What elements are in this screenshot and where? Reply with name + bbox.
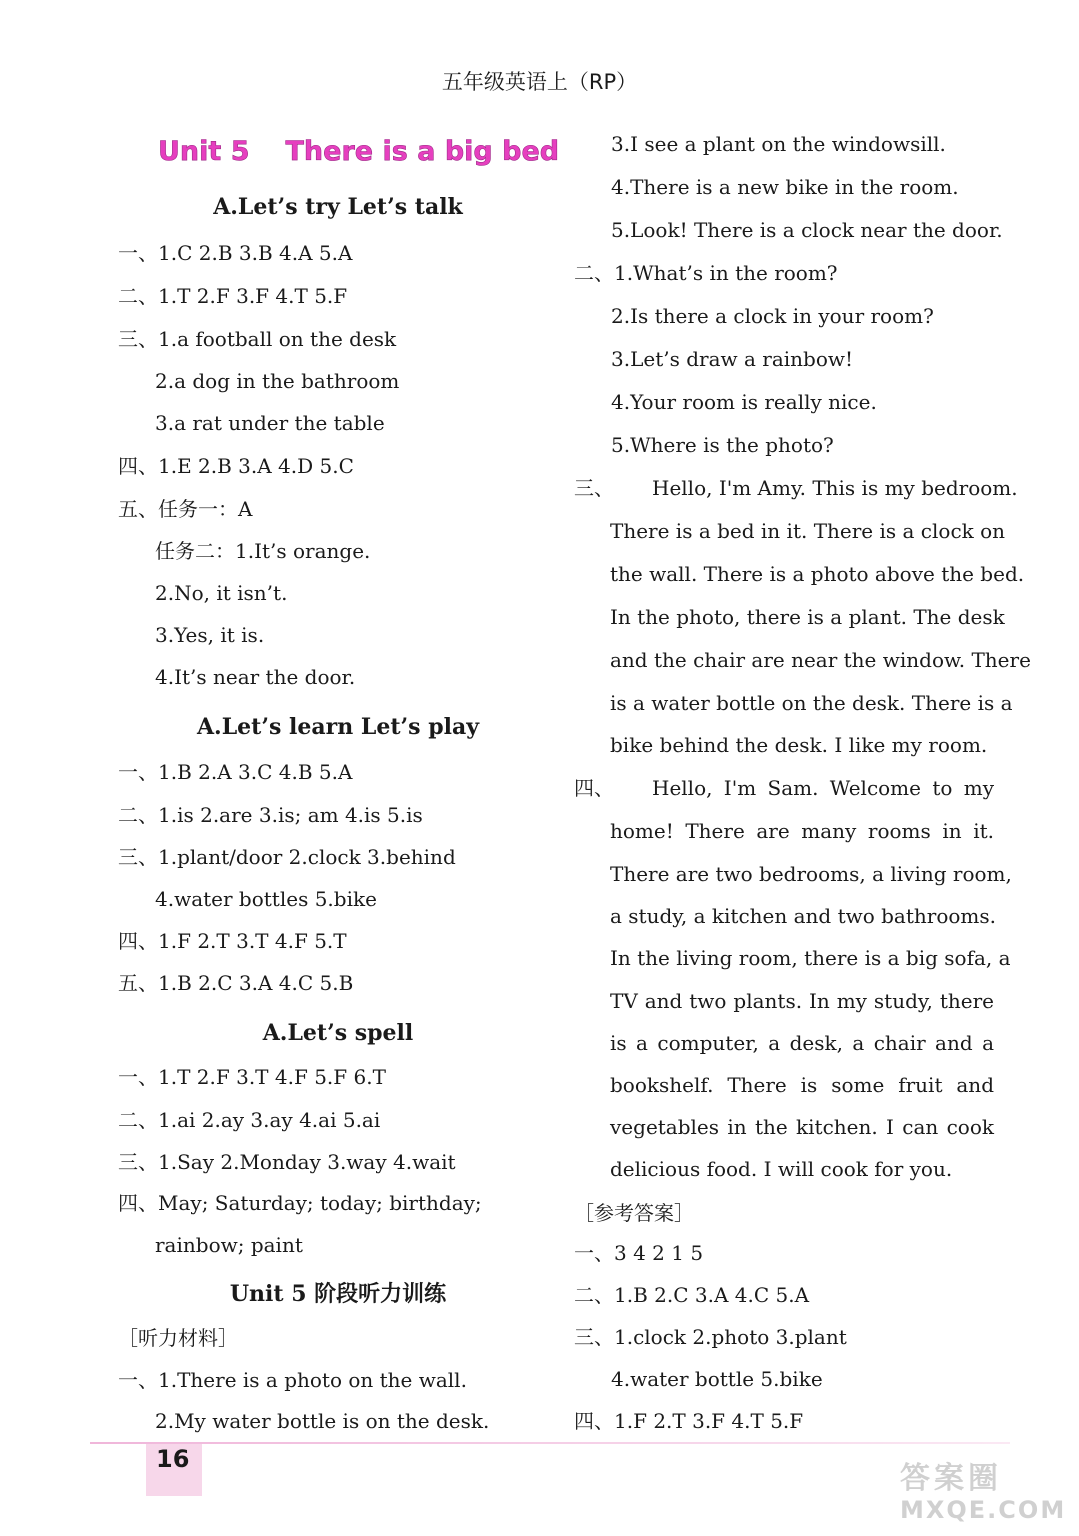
- passage-line: In the photo, there is a plant. The desk: [610, 605, 1005, 629]
- answer-line: 三、1.clock 2.photo 3.plant: [574, 1325, 847, 1349]
- passage-line: and the chair are near the window. There: [610, 648, 1031, 672]
- answer-line: 2.a dog in the bathroom: [155, 369, 400, 393]
- passage-line: bike behind the desk. I like my room.: [610, 733, 988, 757]
- answer-line: 三、1.plant/door 2.clock 3.behind: [118, 845, 456, 869]
- answer-line: 3.Yes, it is.: [155, 623, 265, 647]
- answer-line: 五、1.B 2.C 3.A 4.C 5.B: [118, 971, 354, 995]
- answer-line: 5.Look! There is a clock near the door.: [611, 218, 1003, 242]
- answer-line: 4.water bottle 5.bike: [611, 1367, 823, 1391]
- answer-line: 3.a rat under the table: [155, 411, 385, 435]
- answer-line: 四、1.E 2.B 3.A 4.D 5.C: [118, 454, 354, 478]
- page-number: 16: [146, 1444, 202, 1496]
- unit-name: There is a big bed: [285, 136, 560, 167]
- answer-line: 2.No, it isn’t.: [155, 581, 288, 605]
- footer-divider: [90, 1442, 1010, 1444]
- passage-line: a study, a kitchen and two bathrooms.: [610, 904, 997, 928]
- passage-line: delicious food. I will cook for you.: [610, 1157, 953, 1181]
- answer-line: 4.There is a new bike in the room.: [611, 175, 959, 199]
- passage-line: Hello, I'm Sam. Welcome to my: [652, 776, 994, 800]
- passage-line: is a water bottle on the desk. There is a: [610, 691, 1013, 715]
- unit-title: [118, 134, 559, 170]
- answer-line: 4.water bottles 5.bike: [155, 887, 377, 911]
- answer-line: 一、1.There is a photo on the wall.: [118, 1368, 467, 1392]
- answer-line: 四、1.F 2.T 3.T 4.F 5.T: [118, 929, 347, 953]
- answer-line: 四、1.F 2.T 3.F 4.T 5.F: [574, 1409, 804, 1433]
- answer-line: 4.It’s near the door.: [155, 665, 356, 689]
- answer-line: 3.I see a plant on the windowsill.: [611, 132, 946, 156]
- passage-line: the wall. There is a photo above the bed.: [610, 562, 1025, 586]
- answer-line: 四、May; Saturday; today; birthday;: [118, 1191, 482, 1215]
- section-heading: A.Let’s try Let’s talk: [213, 194, 463, 220]
- passage-line: Hello, I'm Amy. This is my bedroom.: [652, 476, 1018, 500]
- answer-line: 三、1.a football on the desk: [118, 327, 397, 351]
- answer-line: 二、1.ai 2.ay 3.ay 4.ai 5.ai: [118, 1108, 381, 1132]
- watermark-cn: 答案圈: [900, 1461, 1002, 1496]
- answer-line: 二、1.T 2.F 3.F 4.T 5.F: [118, 284, 348, 308]
- answer-line: 一、1.B 2.A 3.C 4.B 5.A: [118, 760, 353, 784]
- passage-line: bookshelf. There is some fruit and: [610, 1073, 994, 1097]
- answer-line: 一、1.T 2.F 3.T 4.F 5.F 6.T: [118, 1065, 386, 1089]
- section-heading: Unit 5 阶段听力训练: [229, 1281, 447, 1307]
- unit-number: Unit 5: [158, 136, 250, 167]
- passage-line: is a computer, a desk, a chair and a: [610, 1031, 994, 1055]
- reference-label: ［参考答案］: [574, 1201, 694, 1225]
- section-heading: A.Let’s learn Let’s play: [196, 714, 480, 740]
- answer-line: 二、1.B 2.C 3.A 4.C 5.A: [574, 1283, 810, 1307]
- answer-line: 一、1.C 2.B 3.B 4.A 5.A: [118, 241, 353, 265]
- watermark-logo: [900, 1462, 1070, 1528]
- passage-line: vegetables in the kitchen. I can cook: [610, 1115, 994, 1139]
- passage-line: In the living room, there is a big sofa, a: [610, 946, 1011, 970]
- answer-line: 任务二：1.It’s orange.: [155, 539, 371, 563]
- passage-label: 三、: [574, 476, 614, 500]
- answer-line: rainbow; paint: [155, 1233, 303, 1257]
- answer-line: 二、1.is 2.are 3.is; am 4.is 5.is: [118, 803, 423, 827]
- passage-line: There is a bed in it. There is a clock on: [610, 519, 1006, 543]
- passage-line: There are two bedrooms, a living room,: [610, 862, 1012, 886]
- passage-line: TV and two plants. In my study, there: [610, 989, 994, 1013]
- watermark-en: MXQE.COM: [900, 1496, 1067, 1524]
- answer-line: 4.Your room is really nice.: [611, 390, 877, 414]
- page-header: 五年级英语上（RP）: [441, 70, 638, 94]
- material-label: ［听力材料］: [118, 1326, 238, 1350]
- answer-line: 3.Let’s draw a rainbow!: [611, 347, 854, 371]
- answer-line: 二、1.What’s in the room?: [574, 261, 838, 285]
- passage-line: home! There are many rooms in it.: [610, 819, 994, 843]
- answer-line: 五、任务一：A: [118, 497, 253, 521]
- answer-line: 2.Is there a clock in your room?: [611, 304, 934, 328]
- answer-line: 5.Where is the photo?: [611, 433, 834, 457]
- answer-line: 三、1.Say 2.Monday 3.way 4.wait: [118, 1150, 456, 1174]
- section-heading: A.Let’s spell: [262, 1020, 414, 1046]
- answer-line: 一、3 4 2 1 5: [574, 1241, 704, 1265]
- passage-label: 四、: [574, 776, 614, 800]
- answer-line: 2.My water bottle is on the desk.: [155, 1409, 490, 1433]
